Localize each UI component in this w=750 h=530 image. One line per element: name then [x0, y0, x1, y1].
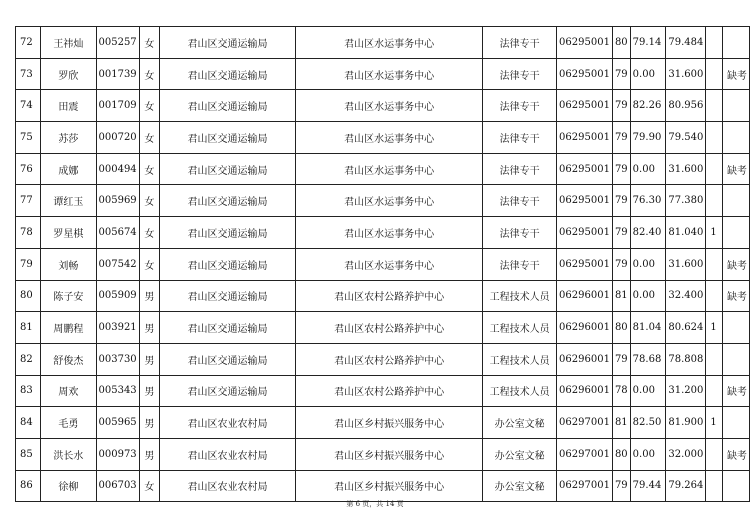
interview-score-cell: 0.00: [630, 58, 666, 90]
unit-cell: 君山区农村公路养护中心: [296, 280, 483, 312]
written-score-cell: 80: [612, 27, 630, 59]
page-footer: 第 6 页，共 14 页: [346, 500, 404, 508]
rank-cell: [706, 122, 723, 154]
position-code-cell: 06295001: [557, 153, 613, 185]
unit-cell: 君山区乡村振兴服务中心: [296, 407, 483, 439]
total-score-cell: 32.400: [666, 280, 706, 312]
seq-cell: 72: [16, 27, 41, 59]
rank-cell: [706, 90, 723, 122]
written-score-cell: 79: [612, 470, 630, 502]
name-cell: 成娜: [41, 153, 96, 185]
name-cell: 洪长水: [41, 438, 96, 470]
department-cell: 君山区交通运输局: [159, 375, 295, 407]
name-cell: 罗欣: [41, 58, 96, 90]
interview-score-cell: 82.26: [630, 90, 666, 122]
exam-id-cell: 001709: [96, 90, 139, 122]
exam-id-cell: 000494: [96, 153, 139, 185]
position-code-cell: 06297001: [557, 438, 613, 470]
position-code-cell: 06296001: [557, 280, 613, 312]
note-cell: [722, 185, 749, 217]
interview-score-cell: 81.04: [630, 312, 666, 344]
position-cell: 工程技术人员: [483, 343, 557, 375]
rank-cell: 1: [706, 217, 723, 249]
total-score-cell: 32.000: [666, 438, 706, 470]
position-cell: 法律专干: [483, 185, 557, 217]
gender-cell: 女: [139, 248, 159, 280]
name-cell: 舒俊杰: [41, 343, 96, 375]
rank-cell: [706, 343, 723, 375]
name-cell: 陈子安: [41, 280, 96, 312]
interview-score-cell: 0.00: [630, 153, 666, 185]
exam-id-cell: 003921: [96, 312, 139, 344]
seq-cell: 79: [16, 248, 41, 280]
note-cell: [722, 407, 749, 439]
table-row: [16, 312, 750, 344]
total-score-cell: 31.600: [666, 153, 706, 185]
position-cell: 工程技术人员: [483, 280, 557, 312]
seq-cell: 86: [16, 470, 41, 502]
written-score-cell: 81: [612, 280, 630, 312]
name-cell: 谭红玉: [41, 185, 96, 217]
department-cell: 君山区交通运输局: [159, 90, 295, 122]
rank-cell: [706, 280, 723, 312]
table-row: [16, 27, 750, 59]
written-score-cell: 79: [612, 90, 630, 122]
seq-cell: 85: [16, 438, 41, 470]
table-row: [16, 280, 750, 312]
interview-score-cell: 0.00: [630, 248, 666, 280]
position-code-cell: 06297001: [557, 407, 613, 439]
note-cell: [722, 217, 749, 249]
exam-id-cell: 005969: [96, 185, 139, 217]
seq-cell: 82: [16, 343, 41, 375]
exam-id-cell: 000973: [96, 438, 139, 470]
gender-cell: 男: [139, 343, 159, 375]
gender-cell: 男: [139, 312, 159, 344]
position-cell: 法律专干: [483, 248, 557, 280]
seq-cell: 74: [16, 90, 41, 122]
table-row: [16, 58, 750, 90]
rank-cell: [706, 248, 723, 280]
note-cell: 缺考: [722, 58, 749, 90]
note-cell: 缺考: [722, 280, 749, 312]
note-cell: 缺考: [722, 375, 749, 407]
position-code-cell: 06296001: [557, 312, 613, 344]
position-cell: 法律专干: [483, 27, 557, 59]
position-code-cell: 06296001: [557, 375, 613, 407]
rank-cell: [706, 58, 723, 90]
unit-cell: 君山区农村公路养护中心: [296, 343, 483, 375]
unit-cell: 君山区水运事务中心: [296, 185, 483, 217]
unit-cell: 君山区农村公路养护中心: [296, 312, 483, 344]
gender-cell: 女: [139, 90, 159, 122]
name-cell: 周鹏程: [41, 312, 96, 344]
total-score-cell: 77.380: [666, 185, 706, 217]
department-cell: 君山区农业农村局: [159, 438, 295, 470]
position-cell: 办公室文秘: [483, 470, 557, 502]
department-cell: 君山区交通运输局: [159, 27, 295, 59]
position-cell: 法律专干: [483, 90, 557, 122]
position-code-cell: 06295001: [557, 217, 613, 249]
table-row: [16, 248, 750, 280]
seq-cell: 75: [16, 122, 41, 154]
interview-score-cell: 79.90: [630, 122, 666, 154]
note-cell: [722, 27, 749, 59]
note-cell: 缺考: [722, 153, 749, 185]
table-row: [16, 90, 750, 122]
exam-id-cell: 005343: [96, 375, 139, 407]
written-score-cell: 81: [612, 407, 630, 439]
exam-id-cell: 000720: [96, 122, 139, 154]
unit-cell: 君山区农村公路养护中心: [296, 375, 483, 407]
exam-id-cell: 003730: [96, 343, 139, 375]
table-body: [16, 27, 750, 502]
rank-cell: [706, 438, 723, 470]
position-code-cell: 06295001: [557, 90, 613, 122]
table-row: [16, 185, 750, 217]
gender-cell: 女: [139, 153, 159, 185]
department-cell: 君山区交通运输局: [159, 280, 295, 312]
table-row: [16, 438, 750, 470]
interview-score-cell: 76.30: [630, 185, 666, 217]
position-code-cell: 06295001: [557, 27, 613, 59]
unit-cell: 君山区水运事务中心: [296, 90, 483, 122]
rank-cell: [706, 27, 723, 59]
position-code-cell: 06297001: [557, 470, 613, 502]
name-cell: 徐柳: [41, 470, 96, 502]
note-cell: [722, 90, 749, 122]
name-cell: 苏莎: [41, 122, 96, 154]
written-score-cell: 79: [612, 343, 630, 375]
total-score-cell: 81.040: [666, 217, 706, 249]
exam-id-cell: 005674: [96, 217, 139, 249]
table-row: [16, 153, 750, 185]
note-cell: [722, 470, 749, 502]
unit-cell: 君山区水运事务中心: [296, 122, 483, 154]
total-score-cell: 79.540: [666, 122, 706, 154]
note-cell: [722, 312, 749, 344]
seq-cell: 78: [16, 217, 41, 249]
seq-cell: 80: [16, 280, 41, 312]
interview-score-cell: 0.00: [630, 375, 666, 407]
seq-cell: 76: [16, 153, 41, 185]
written-score-cell: 79: [612, 248, 630, 280]
rank-cell: [706, 153, 723, 185]
gender-cell: 男: [139, 438, 159, 470]
department-cell: 君山区交通运输局: [159, 122, 295, 154]
department-cell: 君山区交通运输局: [159, 248, 295, 280]
interview-score-cell: 78.68: [630, 343, 666, 375]
exam-id-cell: 001739: [96, 58, 139, 90]
table-row: [16, 470, 750, 502]
table-row: [16, 343, 750, 375]
unit-cell: 君山区水运事务中心: [296, 248, 483, 280]
position-cell: 法律专干: [483, 153, 557, 185]
position-code-cell: 06295001: [557, 185, 613, 217]
interview-score-cell: 0.00: [630, 438, 666, 470]
table-row: [16, 375, 750, 407]
rank-cell: [706, 470, 723, 502]
total-score-cell: 31.600: [666, 58, 706, 90]
written-score-cell: 79: [612, 122, 630, 154]
total-score-cell: 31.200: [666, 375, 706, 407]
written-score-cell: 80: [612, 312, 630, 344]
interview-score-cell: 79.44: [630, 470, 666, 502]
rank-cell: [706, 185, 723, 217]
gender-cell: 男: [139, 280, 159, 312]
position-code-cell: 06295001: [557, 122, 613, 154]
department-cell: 君山区农业农村局: [159, 407, 295, 439]
written-score-cell: 80: [612, 438, 630, 470]
total-score-cell: 78.808: [666, 343, 706, 375]
gender-cell: 男: [139, 407, 159, 439]
position-code-cell: 06295001: [557, 248, 613, 280]
unit-cell: 君山区水运事务中心: [296, 153, 483, 185]
seq-cell: 73: [16, 58, 41, 90]
note-cell: [722, 343, 749, 375]
note-cell: 缺考: [722, 438, 749, 470]
seq-cell: 84: [16, 407, 41, 439]
gender-cell: 女: [139, 217, 159, 249]
position-code-cell: 06295001: [557, 58, 613, 90]
written-score-cell: 78: [612, 375, 630, 407]
position-cell: 工程技术人员: [483, 375, 557, 407]
gender-cell: 女: [139, 185, 159, 217]
interview-score-cell: 82.50: [630, 407, 666, 439]
department-cell: 君山区交通运输局: [159, 58, 295, 90]
unit-cell: 君山区水运事务中心: [296, 58, 483, 90]
written-score-cell: 79: [612, 58, 630, 90]
position-code-cell: 06296001: [557, 343, 613, 375]
position-cell: 工程技术人员: [483, 312, 557, 344]
total-score-cell: 80.624: [666, 312, 706, 344]
gender-cell: 女: [139, 27, 159, 59]
total-score-cell: 81.900: [666, 407, 706, 439]
table-row: [16, 407, 750, 439]
name-cell: 王祎灿: [41, 27, 96, 59]
exam-id-cell: 006703: [96, 470, 139, 502]
table-row: [16, 122, 750, 154]
written-score-cell: 79: [612, 185, 630, 217]
position-cell: 法律专干: [483, 217, 557, 249]
note-cell: [722, 122, 749, 154]
gender-cell: 男: [139, 375, 159, 407]
unit-cell: 君山区乡村振兴服务中心: [296, 438, 483, 470]
total-score-cell: 80.956: [666, 90, 706, 122]
name-cell: 毛勇: [41, 407, 96, 439]
seq-cell: 83: [16, 375, 41, 407]
total-score-cell: 31.600: [666, 248, 706, 280]
interview-score-cell: 82.40: [630, 217, 666, 249]
department-cell: 君山区交通运输局: [159, 343, 295, 375]
total-score-cell: 79.264: [666, 470, 706, 502]
gender-cell: 女: [139, 58, 159, 90]
name-cell: 罗星棋: [41, 217, 96, 249]
name-cell: 刘畅: [41, 248, 96, 280]
position-cell: 法律专干: [483, 122, 557, 154]
note-cell: 缺考: [722, 248, 749, 280]
rank-cell: [706, 375, 723, 407]
interview-score-cell: 79.14: [630, 27, 666, 59]
seq-cell: 81: [16, 312, 41, 344]
exam-id-cell: 005965: [96, 407, 139, 439]
exam-id-cell: 005909: [96, 280, 139, 312]
gender-cell: 女: [139, 122, 159, 154]
position-cell: 办公室文秘: [483, 407, 557, 439]
written-score-cell: 79: [612, 153, 630, 185]
rank-cell: 1: [706, 407, 723, 439]
unit-cell: 君山区乡村振兴服务中心: [296, 470, 483, 502]
results-table: [15, 26, 750, 502]
rank-cell: 1: [706, 312, 723, 344]
department-cell: 君山区交通运输局: [159, 185, 295, 217]
table-row: [16, 217, 750, 249]
gender-cell: 女: [139, 470, 159, 502]
position-cell: 办公室文秘: [483, 438, 557, 470]
interview-score-cell: 0.00: [630, 280, 666, 312]
seq-cell: 77: [16, 185, 41, 217]
name-cell: 田震: [41, 90, 96, 122]
total-score-cell: 79.484: [666, 27, 706, 59]
unit-cell: 君山区水运事务中心: [296, 27, 483, 59]
unit-cell: 君山区水运事务中心: [296, 217, 483, 249]
department-cell: 君山区交通运输局: [159, 153, 295, 185]
name-cell: 周欢: [41, 375, 96, 407]
exam-id-cell: 007542: [96, 248, 139, 280]
position-cell: 法律专干: [483, 58, 557, 90]
department-cell: 君山区农业农村局: [159, 470, 295, 502]
department-cell: 君山区交通运输局: [159, 312, 295, 344]
written-score-cell: 79: [612, 217, 630, 249]
exam-id-cell: 005257: [96, 27, 139, 59]
department-cell: 君山区交通运输局: [159, 217, 295, 249]
